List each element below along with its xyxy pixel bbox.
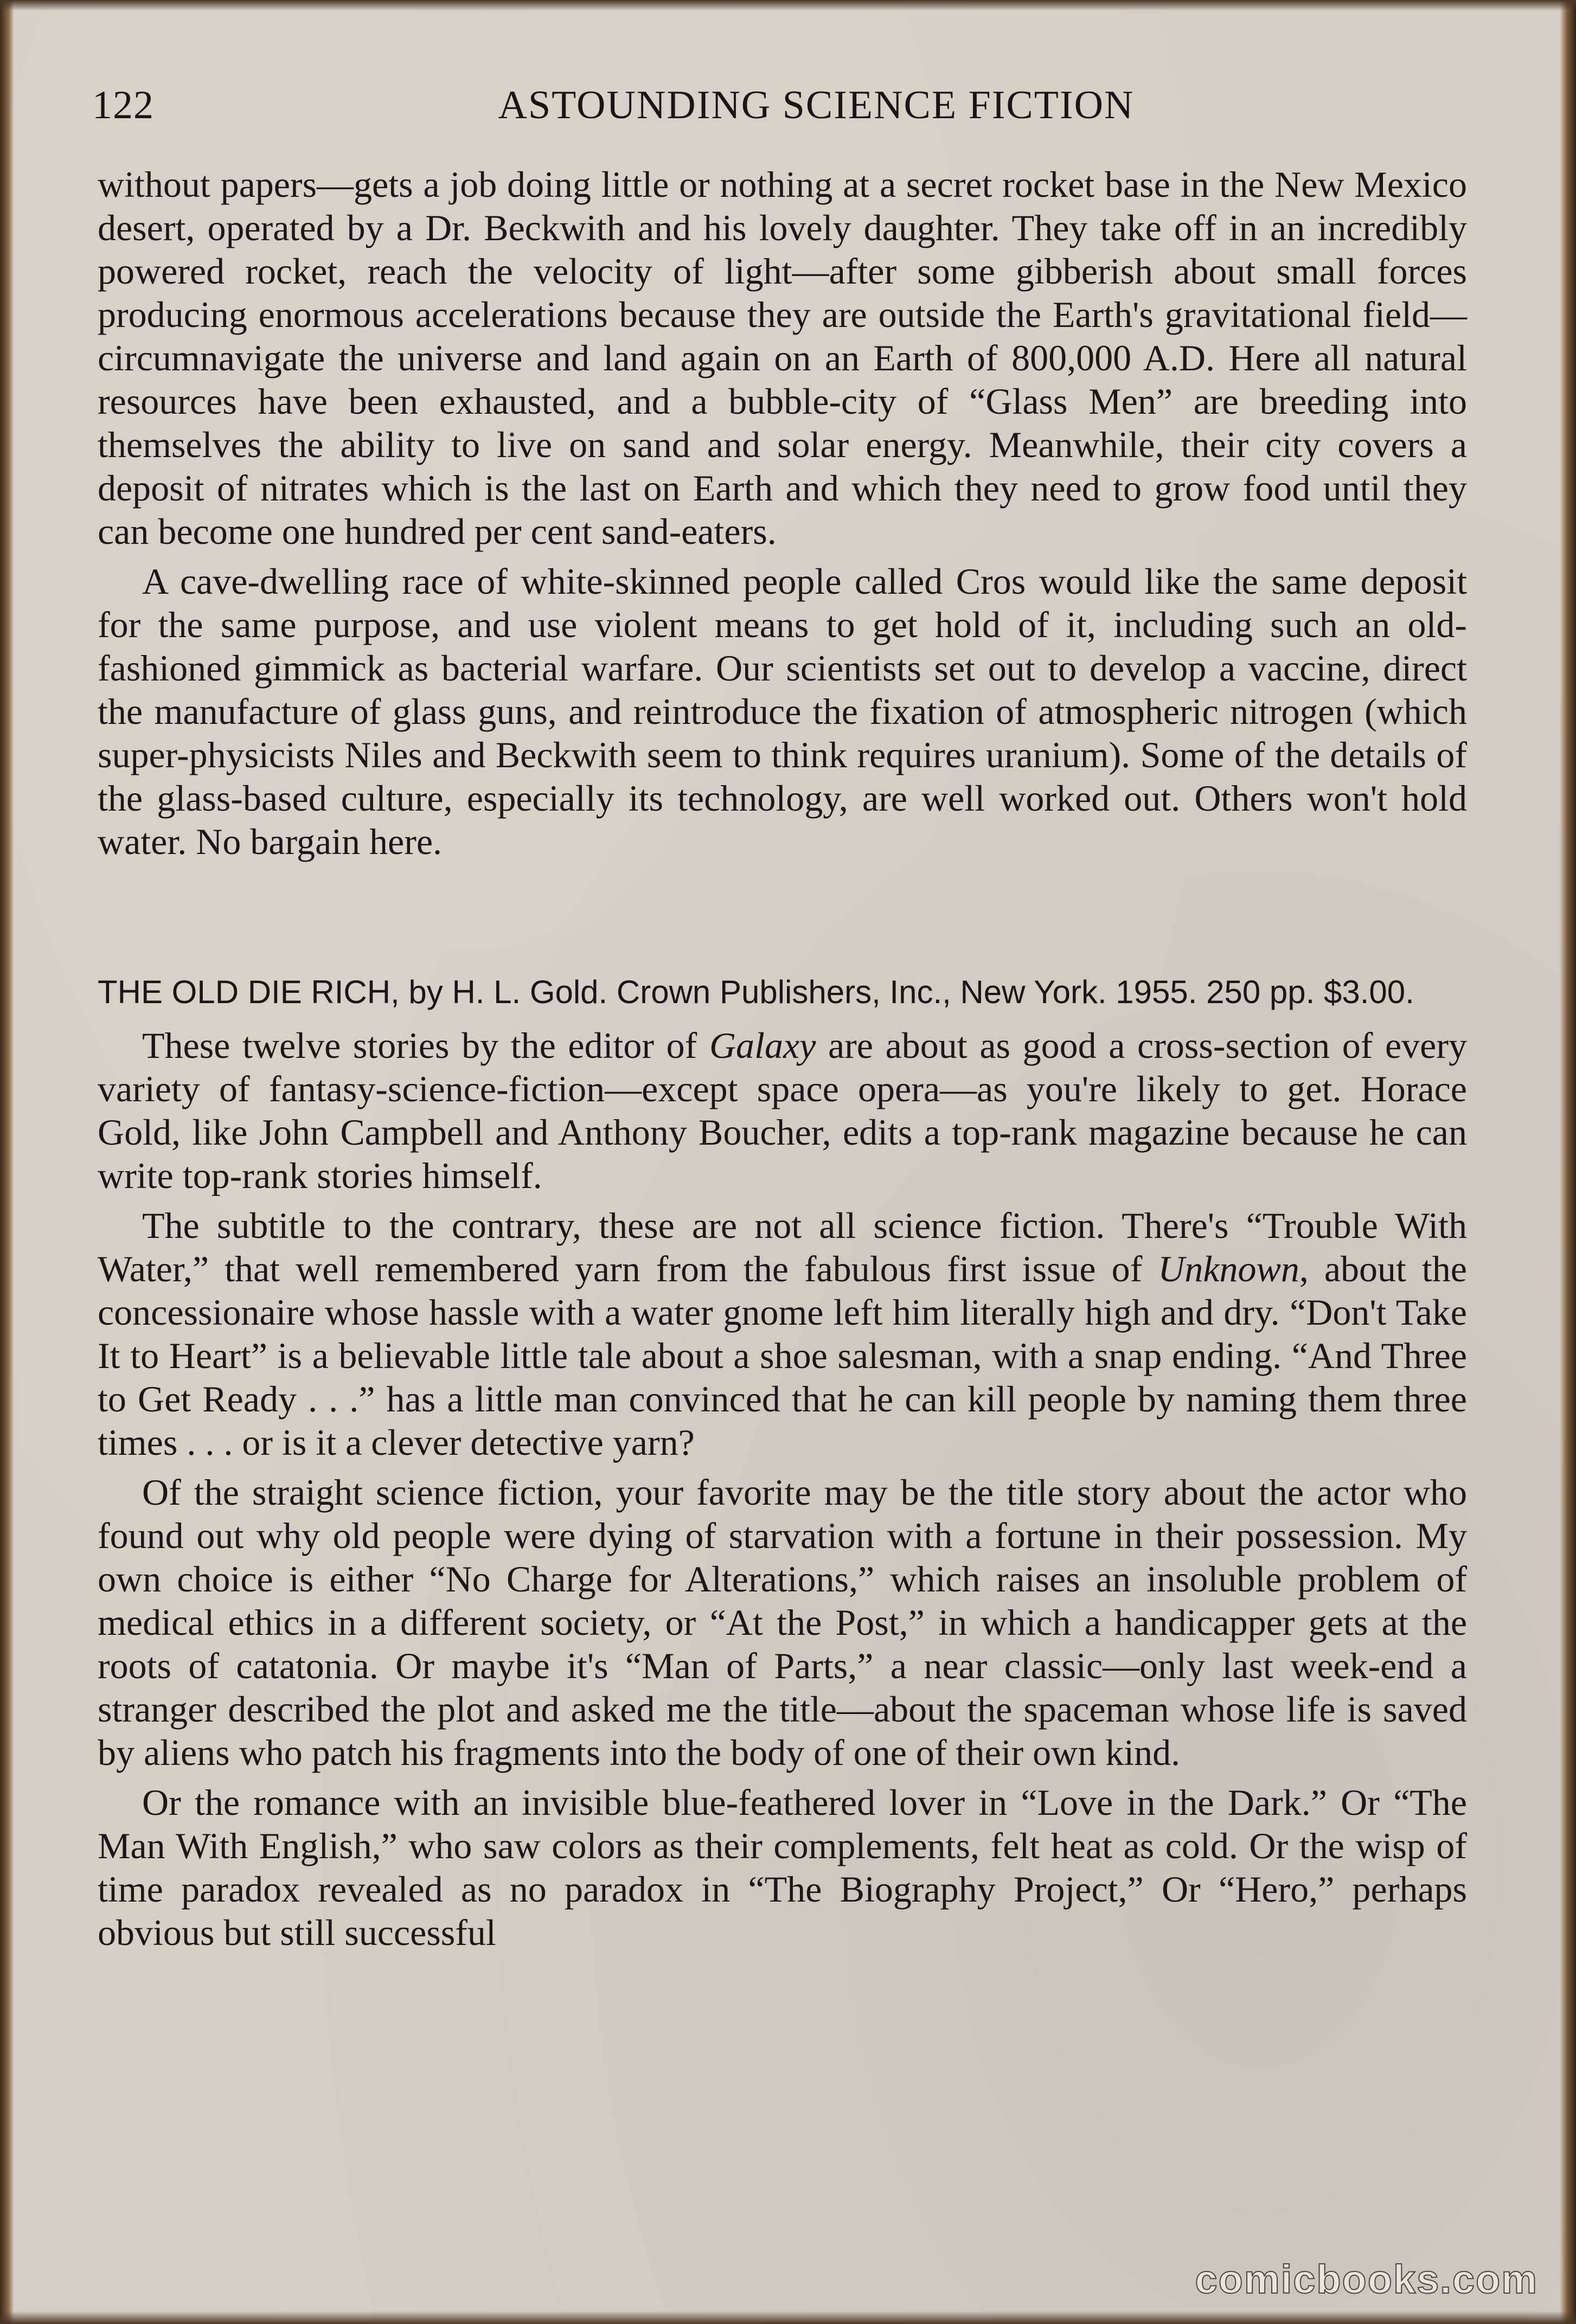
paragraph: without papers—gets a job doing little or nothing at a secret rocket base in the New Mexico desert, operated by a Dr. Beckwith and his lovely daughter. They take off in an incredibly powered rocket, reach the velocity of light—after some gibberish about small forces producing enormous accelerations because they are outside the Earth's gravitational field—circumnavigate the universe and land again on an Earth of 800,000 A.D. Here all natural resources have been exhausted, and a bubble-city of “Glass Men” are breeding into themselves the ability to live on sand and solar energy. Meanwhile, their city covers a deposit of nitrates which is the last on Earth and which they need to grow food until they can become one hundred per cent sand-eaters.	[98, 164, 1467, 552]
text-span: , about the concessionaire whose hassle with a water gnome left him literally high and dry. “Don't Take It to Heart” is a believable little tale about a shoe salesman, with a snap ending. “And Three to Get Ready . . .” has a little man convinced that he can kill people by naming them three times . . . or is it a clever detective yarn?	[98, 1248, 1467, 1463]
italic-title: Galaxy	[709, 1025, 816, 1066]
article-body	[98, 163, 1467, 1954]
paragraph: A cave-dwelling race of white-skinned people called Cros would like the same deposit for the same purpose, and use violent means to get hold of it, including such an old-fashioned gimmick as bacterial warfare. Our scientists set out to develop a vaccine, direct the manufacture of glass guns, and reintroduce the fixation of atmospheric nitrogen (which super-physicists Niles and Beckwith seem to think requires uranium). Some of the details of the glass-based culture, especially its technology, are well worked out. Others won't hold water. No bargain here.	[98, 561, 1467, 862]
text-span: are about as good a cross-section of every variety of fantasy-science-fiction—except space opera—as you're likely to get. Horace Gold, like John Campbell and Anthony Boucher, edits a top-rank magazine because he can write top-rank stories himself.	[98, 1025, 1467, 1196]
page-header	[92, 82, 1470, 142]
page-number: 122	[92, 83, 154, 127]
page-edge-right	[1560, 0, 1576, 2324]
review-heading: THE OLD DIE RICH, by H. L. Gold. Crown Publishers, Inc., New York. 1955. 250 pp. $3.00.	[98, 974, 1414, 1010]
paragraph: Of the straight science fiction, your favorite may be the title story about the actor who found out why old people were dying of starvation with a fortune in their possession. My own choice is either “No Charge for Alterations,” which raises an insoluble problem of medical ethics in a different society, or “At the Post,” in which a handicapper gets at the roots of catatonia. Or maybe it's “Man of Parts,” a near classic—only last week-end a stranger described the plot and asked me the title—about the spaceman whose life is saved by aliens who patch his fragments into the body of one of their own kind.	[98, 1472, 1467, 1773]
page-edge-left	[0, 0, 14, 2324]
watermark: comicbooks.com	[1195, 2257, 1538, 2302]
paragraph: Or the romance with an invisible blue-feathered lover in “Love in the Dark.” Or “The Man With English,” who saw colors as their complements, felt heat as cold. Or the wisp of time paradox revealed as no paradox in “The Biography Project,” Or “Hero,” perhaps obvious but still successful	[98, 1782, 1467, 1953]
paragraph	[98, 1024, 1467, 1197]
page-edge-top	[0, 0, 1576, 11]
italic-title: Unknown	[1158, 1248, 1299, 1289]
paragraph	[98, 1204, 1467, 1464]
running-title: ASTOUNDING SCIENCE FICTION	[498, 83, 1135, 127]
text-span: The subtitle to the contrary, these are not all science fiction. There's “Trouble With Water,” that well remembered yarn from the fabulous first issue of	[98, 1205, 1467, 1289]
text-span: These twelve stories by the editor of	[142, 1025, 709, 1066]
page-edge-bottom	[0, 2311, 1576, 2324]
